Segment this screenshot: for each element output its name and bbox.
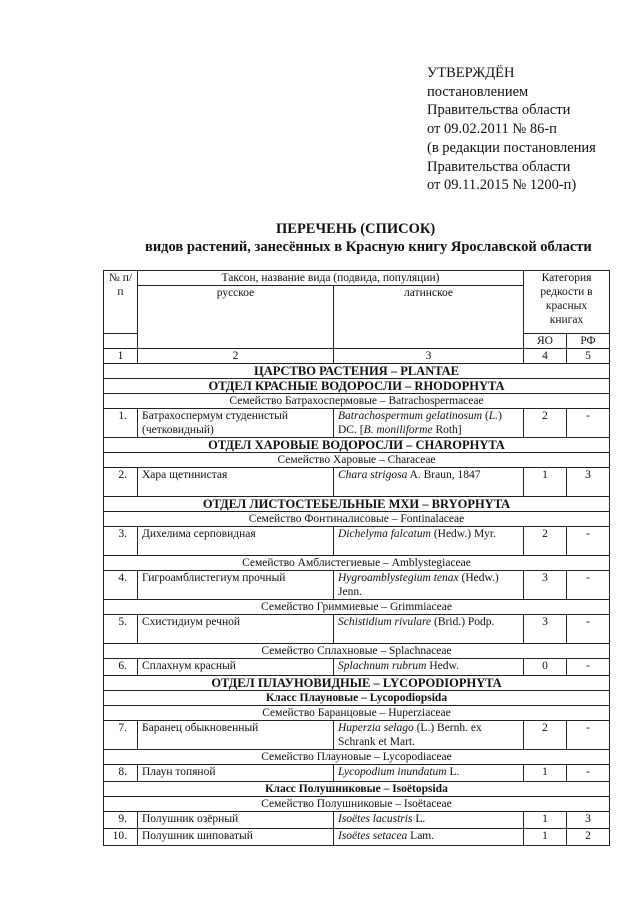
division-title: ОТДЕЛ КРАСНЫЕ ВОДОРОСЛИ – RHODOPHYTA [104,379,610,394]
latin-binomial: Schistidium rivulare [338,616,432,628]
header-rf: РФ [567,334,610,349]
approval-line: от 09.02.2011 № 86-п [427,121,557,138]
latin-authority: L. [446,766,460,778]
approval-line: от 09.11.2015 № 1200-п) [427,177,577,194]
approval-line: (в редакции постановления [427,139,596,156]
species-row [104,468,610,497]
header-empty-cell [104,334,138,349]
species-russian-name: Схистидиум речной [138,615,334,644]
latin-authority: (L.) Bernh. ex Schrank et Mart. [338,722,482,748]
latin-authority: L. [412,813,426,825]
species-table [103,270,610,846]
species-russian-name: Баранец обыкновенный [138,721,334,750]
column-number: 4 [524,349,567,364]
column-number: 3 [334,349,524,364]
species-row [104,721,610,750]
species-row [104,812,610,829]
category-yao: 2 [524,721,567,750]
family-title: Семейство Амблистегиевые – Amblystegiaceae [104,556,610,571]
category-rf: 3 [567,468,610,497]
latin-binomial: Chara strigosa [338,469,408,481]
category-yao: 3 [524,571,567,600]
header-russian: русское [138,286,334,349]
category-yao: 1 [524,812,567,829]
species-row [104,659,610,676]
document-title: ПЕРЕЧЕНЬ (СПИСОК) [276,221,436,237]
species-russian-name: Батрахоспермум студенистый (четковидный) [138,409,334,438]
family-row [104,600,610,615]
class-row [104,691,610,706]
species-latin-name [334,615,524,644]
approval-line: Правительства области [427,158,571,175]
category-yao: 3 [524,615,567,644]
species-number: 6. [104,659,138,676]
species-row [104,527,610,556]
latin-binomial: L. [488,410,499,422]
species-latin-name [334,571,524,600]
header-yao: ЯО [524,334,567,349]
latin-authority: (Hedw.) Jenn. [338,572,499,598]
division-row [104,379,610,394]
species-number: 1. [104,409,138,438]
category-yao: 1 [524,765,567,782]
category-rf: 3 [567,812,610,829]
species-russian-name: Полушник озёрный [138,812,334,829]
approval-line: постановлением [427,83,529,100]
class-title: Класс Полушниковые – Isoëtopsida [104,782,610,797]
species-russian-name: Сплахнум красный [138,659,334,676]
column-number-row [104,349,610,364]
latin-authority: ) DC. [ [338,410,502,436]
family-row [104,453,610,468]
latin-binomial: Huperzia selago [338,722,414,734]
kingdom-title: ЦАРСТВО РАСТЕНИЯ – PLANTAE [104,364,610,379]
division-title: ОТДЕЛ ПЛАУНОВИДНЫЕ – LYCOPODIOPHYTA [104,676,610,691]
species-row [104,765,610,782]
species-latin-name [334,409,524,438]
family-title: Семейство Фонтиналисовые – Fontinalaceae [104,512,610,527]
species-number: 4. [104,571,138,600]
latin-authority: Hedw. [426,660,459,672]
category-yao: 2 [524,527,567,556]
family-title: Семейство Сплахновые – Splachnaceae [104,644,610,659]
division-row [104,438,610,453]
table-header-row [104,271,610,286]
family-row [104,797,610,812]
species-row [104,409,610,438]
latin-binomial: Isoëtes setacea [338,830,408,842]
category-yao: 1 [524,829,567,846]
family-title: Семейство Полушниковые – Isoëtaceae [104,797,610,812]
latin-binomial: Lycopodium inundatum [338,766,447,778]
column-number: 5 [567,349,610,364]
category-rf: - [567,571,610,600]
category-yao: 0 [524,659,567,676]
document-subtitle: видов растений, занесённых в Красную книгу Ярославской области [145,239,592,255]
approval-block [427,64,596,195]
species-number: 10. [104,829,138,846]
kingdom-row [104,364,610,379]
column-number: 2 [138,349,334,364]
category-rf: - [567,615,610,644]
species-latin-name [334,468,524,497]
header-number: № п/п [104,271,138,334]
latin-authority: ( [482,410,489,422]
species-russian-name: Дихелима серповидная [138,527,334,556]
species-latin-name [334,721,524,750]
species-number: 7. [104,721,138,750]
family-row [104,556,610,571]
species-row [104,829,610,846]
species-russian-name: Хара щетинистая [138,468,334,497]
latin-binomial: Splachnum rubrum [338,660,427,672]
species-row [104,571,610,600]
category-rf: - [567,765,610,782]
species-latin-name [334,765,524,782]
latin-authority: Roth] [432,424,462,436]
latin-binomial: Isoëtes lacustris [338,813,413,825]
species-table-body [104,271,610,846]
category-rf: 2 [567,829,610,846]
division-row [104,676,610,691]
family-row [104,750,610,765]
division-title: ОТДЕЛ ХАРОВЫЕ ВОДОРОСЛИ – CHAROPHYTA [104,438,610,453]
family-row [104,394,610,409]
species-number: 5. [104,615,138,644]
family-title: Семейство Батрахоспермовые – Batrachospermaceae [104,394,610,409]
latin-authority: Lam. [407,830,435,842]
species-russian-name: Плаун топяной [138,765,334,782]
category-rf: - [567,659,610,676]
family-title: Семейство Плауновые – Lycopodiaceae [104,750,610,765]
approval-line: УТВЕРЖДЁН [427,65,515,81]
family-row [104,644,610,659]
division-row [104,497,610,512]
family-title: Семейство Гриммиевые – Grimmiaceae [104,600,610,615]
family-row [104,706,610,721]
species-russian-name: Полушник шиповатый [138,829,334,846]
family-title: Семейство Баранцовые – Huperziaceae [104,706,610,721]
latin-authority: (Hedw.) Myr. [430,528,496,540]
species-latin-name [334,829,524,846]
latin-authority: (Brid.) Podp. [431,616,495,628]
latin-binomial: Hygroamblystegium tenax [338,572,459,584]
species-latin-name [334,659,524,676]
approval-line: Правительства области [427,102,571,119]
header-taxon: Таксон, название вида (подвида, популяции) [138,271,524,286]
latin-binomial: Dichelyma falcatum [338,528,431,540]
species-number: 2. [104,468,138,497]
category-yao: 2 [524,409,567,438]
category-rf: - [567,721,610,750]
species-latin-name [334,812,524,829]
category-yao: 1 [524,468,567,497]
species-row [104,615,610,644]
species-latin-name [334,527,524,556]
class-row [104,782,610,797]
header-latin: латинское [334,286,524,349]
species-number: 8. [104,765,138,782]
category-rf: - [567,409,610,438]
species-number: 9. [104,812,138,829]
latin-binomial: B. moniliforme [363,424,433,436]
family-title: Семейство Харовые – Characeae [104,453,610,468]
column-number: 1 [104,349,138,364]
division-title: ОТДЕЛ ЛИСТОСТЕБЕЛЬНЫЕ МХИ – BRYOPHYTA [104,497,610,512]
category-rf: - [567,527,610,556]
header-category: Категория редкости в красных книгах [524,271,610,334]
species-number: 3. [104,527,138,556]
family-row [104,512,610,527]
latin-binomial: Batrachospermum gelatinosum [338,410,483,422]
class-title: Класс Плауновые – Lycopodiopsida [104,691,610,706]
latin-authority: A. Braun, 1847 [407,469,481,481]
species-russian-name: Гигроамблистегиум прочный [138,571,334,600]
